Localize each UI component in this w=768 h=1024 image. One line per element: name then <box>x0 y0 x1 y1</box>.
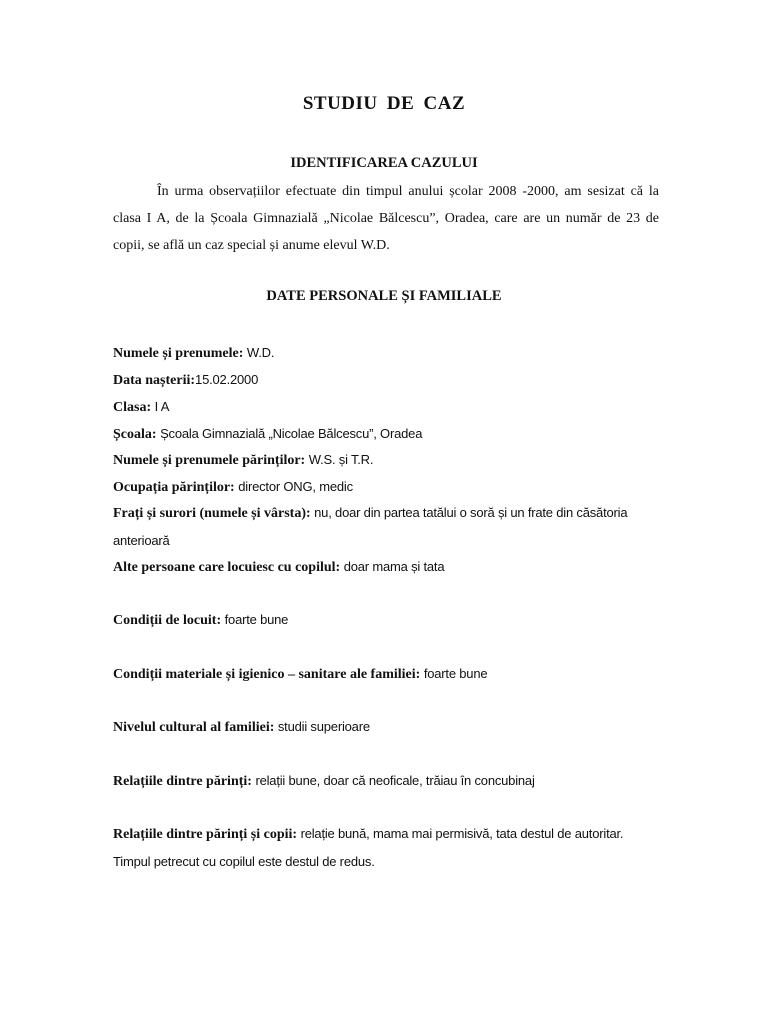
field-value: W.D. <box>246 345 275 360</box>
field-row-conditii-materiale <box>113 660 659 688</box>
field-value: 15.02.2000 <box>195 372 259 387</box>
field-value: doar mama și tata <box>343 559 445 574</box>
document-title: STUDIU DE CAZ <box>302 93 466 114</box>
field-value: foarte bune <box>224 612 289 627</box>
field-value: relații bune, doar că neoficale, trăiau în concubinaj <box>255 773 535 788</box>
field-row-alte-persoane <box>113 553 659 581</box>
field-value: W.S. și T.R. <box>308 452 374 467</box>
field-row-parinti <box>113 446 659 474</box>
field-label: Relațiile dintre părinți și copii: <box>113 827 298 842</box>
field-value: studii superioare <box>277 719 370 734</box>
field-label: Alte persoane care locuiesc cu copilul: <box>113 560 341 575</box>
field-row-relatii-copii <box>113 820 659 876</box>
field-value: foarte bune <box>423 666 488 681</box>
field-value: nu, doar din partea tatălui o soră și un frate din căsătoria anterioară <box>113 505 628 548</box>
field-label: Numele și prenumele: <box>113 346 244 361</box>
field-label: Ocupația părinților: <box>113 480 235 495</box>
section-heading-date-personale: DATE PERSONALE ȘI FAMILIALE <box>266 288 502 304</box>
field-value: director ONG, medic <box>238 479 353 494</box>
field-row-scoala <box>113 420 659 448</box>
field-label: Frați și surori (numele și vârsta): <box>113 506 311 521</box>
field-label: Data nașterii: <box>113 373 196 388</box>
field-label: Numele și prenumele părinților: <box>113 453 306 468</box>
section-heading-identificare: IDENTIFICAREA CAZULUI <box>290 155 478 171</box>
field-row-clasa <box>113 393 659 421</box>
field-label: Relațiile dintre părinți: <box>113 774 252 789</box>
field-row-ocupatia <box>113 473 659 501</box>
field-value: I A <box>154 399 170 414</box>
identificare-text: În urma observațiilor efectuate din timpul anului școlar 2008 -2000, am sesizat că la clasa I A, de la Școala Gimnazială „Nicolae Bălcescu”, Oradea, care are un număr de 23 de copii, se află un caz special și anume elevul W.D. <box>113 184 659 253</box>
field-row-frati <box>113 499 659 555</box>
field-label: Condiții de locuit: <box>113 613 222 628</box>
identificare-paragraph <box>113 178 659 259</box>
field-value: relație bună, mama mai permisivă, tata destul de autoritar. Timpul petrecut cu copilul este destul de redus. <box>113 826 624 869</box>
field-value: Școala Gimnazială „Nicolae Bălcescu”, Oradea <box>160 426 423 441</box>
field-row-nivel-cultural <box>113 713 659 741</box>
field-row-nume <box>113 339 659 367</box>
field-label: Școala: <box>113 427 157 442</box>
field-label: Clasa: <box>113 400 152 415</box>
field-row-conditii-locuit <box>113 606 659 634</box>
field-row-relatii-parinti <box>113 767 659 795</box>
field-label: Nivelul cultural al familiei: <box>113 720 275 735</box>
field-label: Condiții materiale și igienico – sanitare ale familiei: <box>113 667 421 682</box>
field-row-data-nasterii <box>113 366 659 394</box>
